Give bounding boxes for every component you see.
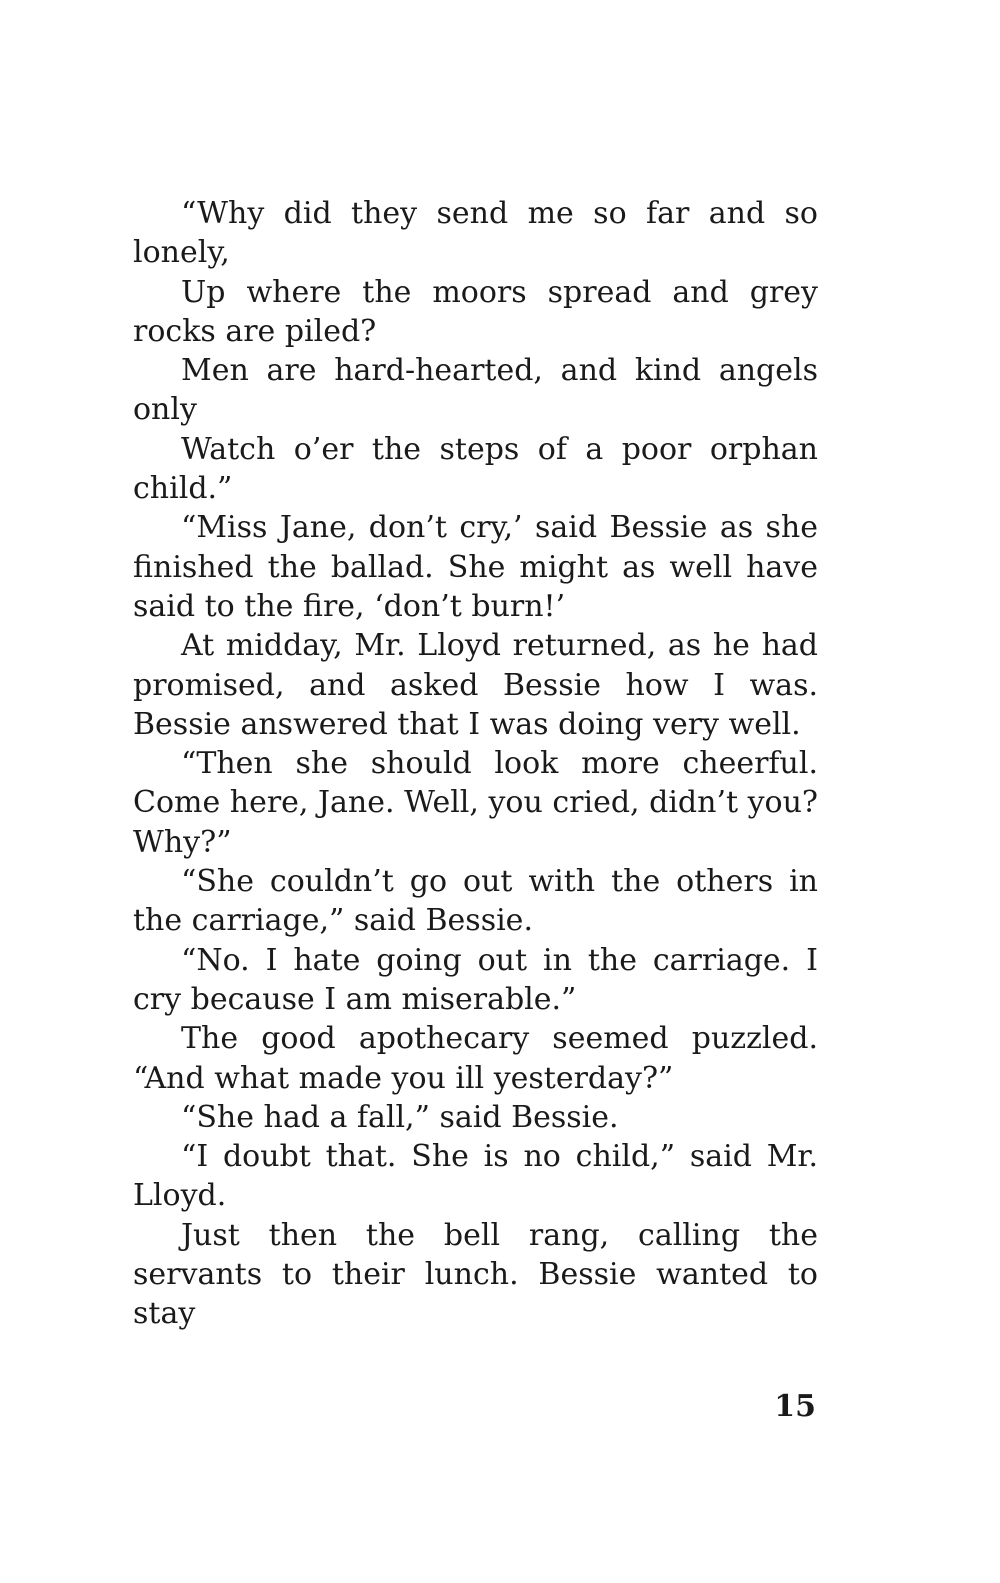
paragraph: “She couldn’t go out with the others in the carriage,” said Bessie. [133,864,818,939]
page-number: 15 [774,1389,816,1424]
poem-line-1: “Why did they send me so far and so lonely, [133,196,818,271]
paragraph: At midday, Mr. Lloyd returned, as he had promised, and asked Bessie how I was. Bessie answered that I was doing very well. [133,628,818,742]
poem-line-2: Up where the moors spread and grey rocks are piled? [133,274,818,349]
paragraph: “I doubt that. She is no child,” said Mr. Lloyd. [133,1139,818,1214]
paragraph: The good apothecary seemed puzzled. “And what made you ill yesterday?” [133,1021,818,1096]
paragraph: “She had a fall,” said Bessie. [181,1099,619,1135]
poem-line-3: Men are hard-hearted, and kind angels only [133,353,818,428]
poem-line-4: Watch o’er the steps of a poor orphan child.” [133,431,818,507]
body-text [133,194,818,1334]
paragraph: “Miss Jane, don’t cry,’ said Bessie as she finished the ballad. She might as well have said to the fire, ‘don’t burn!’ [133,510,818,624]
paragraph: “No. I hate going out in the carriage. I cry because I am miserable.” [133,942,818,1017]
paragraph-last: Just then the bell rang, calling the servants to their lunch. Bessie wanted to stay [133,1217,818,1332]
paragraph: “Then she should look more cheerful. Come here, Jane. Well, you cried, didn’t you? Why?” [133,746,818,860]
